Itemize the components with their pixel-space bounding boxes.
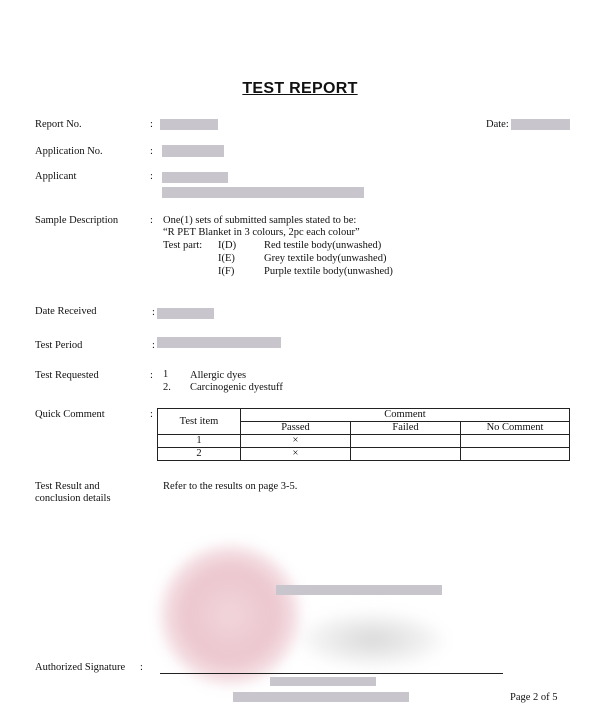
test-part-label: Test part: — [163, 240, 203, 251]
header-comment: Comment — [241, 409, 570, 422]
date-label: Date: — [486, 119, 509, 130]
redacted-applicant-name — [162, 172, 228, 183]
colon: : — [140, 662, 143, 673]
colon: : — [150, 215, 153, 226]
test-requested-name: Carcinogenic dyestuff — [190, 382, 283, 393]
redacted-signatory-name — [270, 677, 376, 686]
test-result-label-line2: conclusion details — [35, 493, 111, 504]
header-test-item: Test item — [158, 409, 241, 435]
cell-passed-mark: × — [241, 435, 351, 448]
authorized-signature-label: Authorized Signature — [35, 662, 126, 673]
company-stamp — [160, 545, 300, 685]
test-part-desc: Purple textile body(unwashed) — [264, 266, 393, 277]
test-part-desc: Grey textile body(unwashed) — [264, 253, 387, 264]
date-received-label: Date Received — [35, 306, 97, 317]
redacted-application-no — [162, 145, 224, 157]
page-number: Page 2 of 5 — [510, 692, 558, 703]
test-result-text: Refer to the results on page 3-5. — [163, 481, 298, 492]
redacted-date-received — [157, 308, 214, 319]
cell-no-comment — [461, 448, 570, 461]
table-header-row — [158, 409, 570, 422]
test-part-desc: Red testile body(unwashed) — [264, 240, 382, 251]
sample-name: “R PET Blanket in 3 colours, 2pc each colour” — [163, 227, 360, 238]
colon: : — [150, 171, 153, 182]
quick-comment-label: Quick Comment — [35, 409, 105, 420]
cell-test-item: 1 — [158, 435, 241, 448]
redacted-test-period — [157, 337, 281, 348]
table-row — [158, 448, 570, 461]
cell-passed-mark: × — [241, 448, 351, 461]
redacted-signatory-title — [233, 692, 409, 702]
test-part-code: I(D) — [218, 240, 237, 251]
table-row — [158, 435, 570, 448]
colon: : — [150, 146, 153, 157]
colon: : — [152, 307, 155, 318]
header-no-comment: No Comment — [461, 422, 570, 435]
colon: : — [150, 409, 153, 420]
signature-line — [160, 673, 503, 674]
applicant-label: Applicant — [35, 171, 77, 182]
test-requested-name: Allergic dyes — [190, 370, 247, 381]
test-part-code: I(F) — [218, 266, 235, 277]
sample-description-label: Sample Description — [35, 215, 119, 226]
test-part-code: I(E) — [218, 253, 235, 264]
report-title: TEST REPORT — [242, 80, 358, 97]
colon: : — [150, 370, 153, 381]
redacted-signatory-line — [276, 585, 442, 595]
test-result-label: Test Result and — [35, 481, 100, 492]
application-no-label: Application No. — [35, 146, 103, 157]
test-period-label: Test Period — [35, 340, 83, 351]
test-requested-number: 2. — [163, 382, 171, 393]
colon: : — [152, 340, 155, 351]
report-no-label: Report No. — [35, 119, 82, 130]
test-requested-number: 1 — [163, 369, 169, 380]
cell-no-comment — [461, 435, 570, 448]
redacted-report-no — [160, 119, 218, 130]
redacted-applicant-address — [162, 187, 364, 198]
cell-test-item: 2 — [158, 448, 241, 461]
colon: : — [150, 119, 153, 130]
header-failed: Failed — [351, 422, 461, 435]
test-requested-label: Test Requested — [35, 370, 99, 381]
header-passed: Passed — [241, 422, 351, 435]
sample-intro: One(1) sets of submitted samples stated to be: — [163, 215, 357, 226]
cell-failed — [351, 435, 461, 448]
redacted-date — [511, 119, 570, 130]
handwritten-signature — [300, 612, 445, 667]
cell-failed — [351, 448, 461, 461]
quick-comment-table — [157, 408, 570, 461]
